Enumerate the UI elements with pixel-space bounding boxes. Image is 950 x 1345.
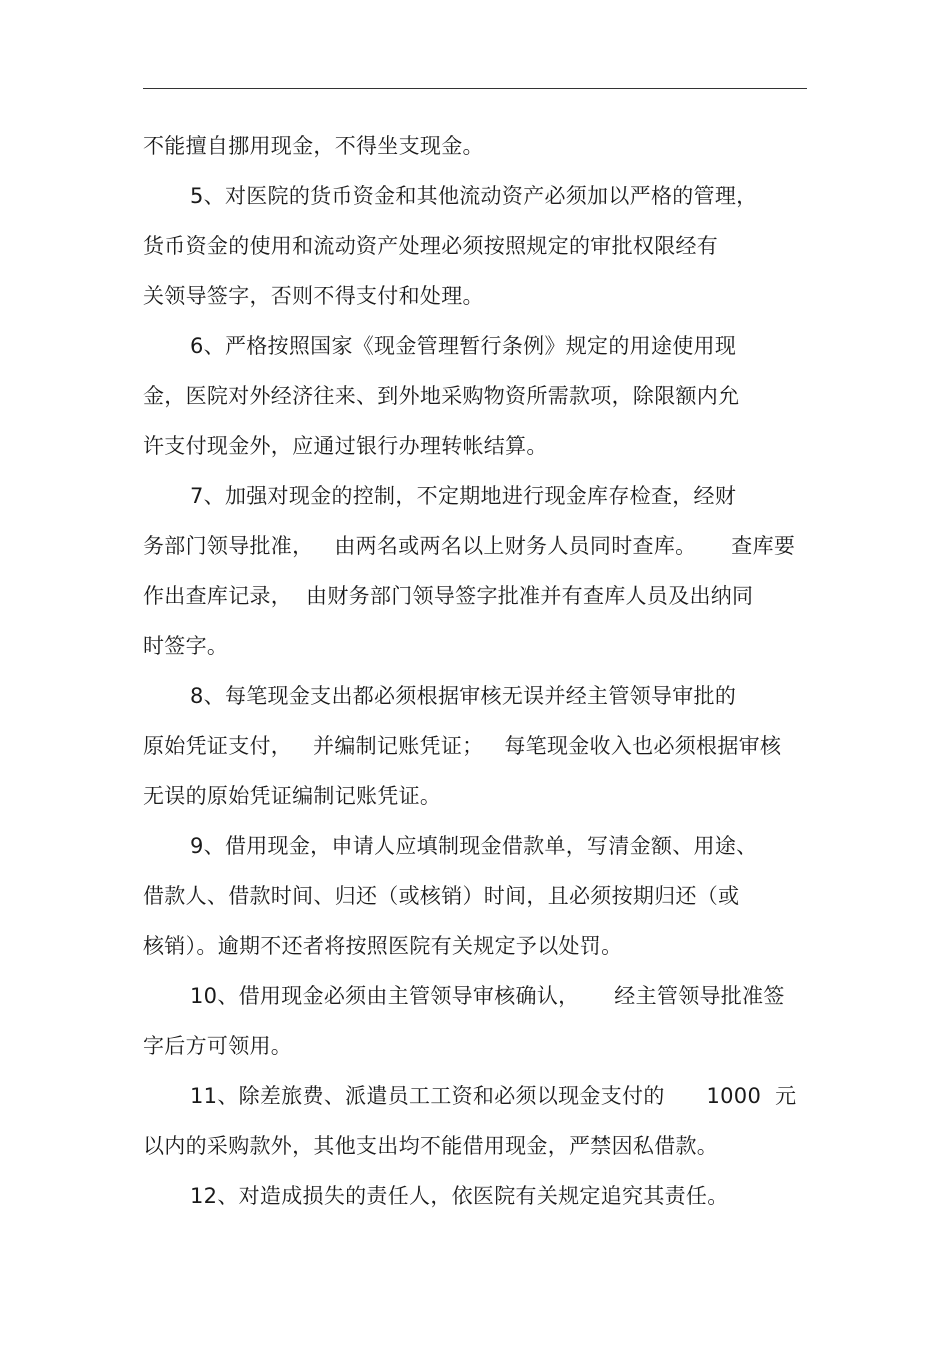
paragraph-12-line-1: 12、对造成损失的责任人，依医院有关规定追究其责任。 xyxy=(190,1184,729,1208)
text-line: 字后方可领用。 xyxy=(143,1034,293,1058)
paragraph-8-line-1: 8、每笔现金支出都必须根据审核无误并经主管领导审批的 xyxy=(190,684,737,708)
text-line: 作出查库记录， 由财务部门领导签字批准并有查库人员及出纳同 xyxy=(143,584,754,608)
text-line: 以内的采购款外，其他支出均不能借用现金，严禁因私借款。 xyxy=(143,1134,719,1158)
paragraph-6-line-1: 6、严格按照国家《现金管理暂行条例》规定的用途使用现 xyxy=(190,334,737,358)
text-line: 时签字。 xyxy=(143,634,229,658)
text-line: 借款人、借款时间、归还（或核销）时间，且必须按期归还（或 xyxy=(143,884,740,908)
text-line: 核销）。逾期不还者将按照医院有关规定予以处罚。 xyxy=(143,934,623,958)
paragraph-10-line-1: 10、借用现金必须由主管领导审核确认， 经主管领导批准签 xyxy=(190,984,785,1008)
paragraph-5-line-1: 5、对医院的货币资金和其他流动资产必须加以严格的管理， xyxy=(190,184,758,208)
paragraph-7-line-1: 7、加强对现金的控制，不定期地进行现金库存检查，经财 xyxy=(190,484,737,508)
text-line: 关领导签字，否则不得支付和处理。 xyxy=(143,284,484,308)
document-body xyxy=(143,124,813,1224)
header-rule xyxy=(143,88,807,89)
paragraph-11-line-1: 11、除差旅费、派遣员工工资和必须以现金支付的 1000 元 xyxy=(190,1084,797,1108)
text-line: 无误的原始凭证编制记账凭证。 xyxy=(143,784,442,808)
text-line: 货币资金的使用和流动资产处理必须按照规定的审批权限经有 xyxy=(143,234,719,258)
text-line: 务部门领导批准， 由两名或两名以上财务人员同时查库。 查库要 xyxy=(143,534,796,558)
text-line: 许支付现金外，应通过银行办理转帐结算。 xyxy=(143,434,548,458)
text-line: 不能擅自挪用现金，不得坐支现金。 xyxy=(143,134,484,158)
text-line: 原始凭证支付， 并编制记账凭证； 每笔现金收入也必须根据审核 xyxy=(143,734,782,758)
paragraph-9-line-1: 9、借用现金，申请人应填制现金借款单，写清金额、用途、 xyxy=(190,834,758,858)
text-line: 金，医院对外经济往来、到外地采购物资所需款项，除限额内允 xyxy=(143,384,740,408)
